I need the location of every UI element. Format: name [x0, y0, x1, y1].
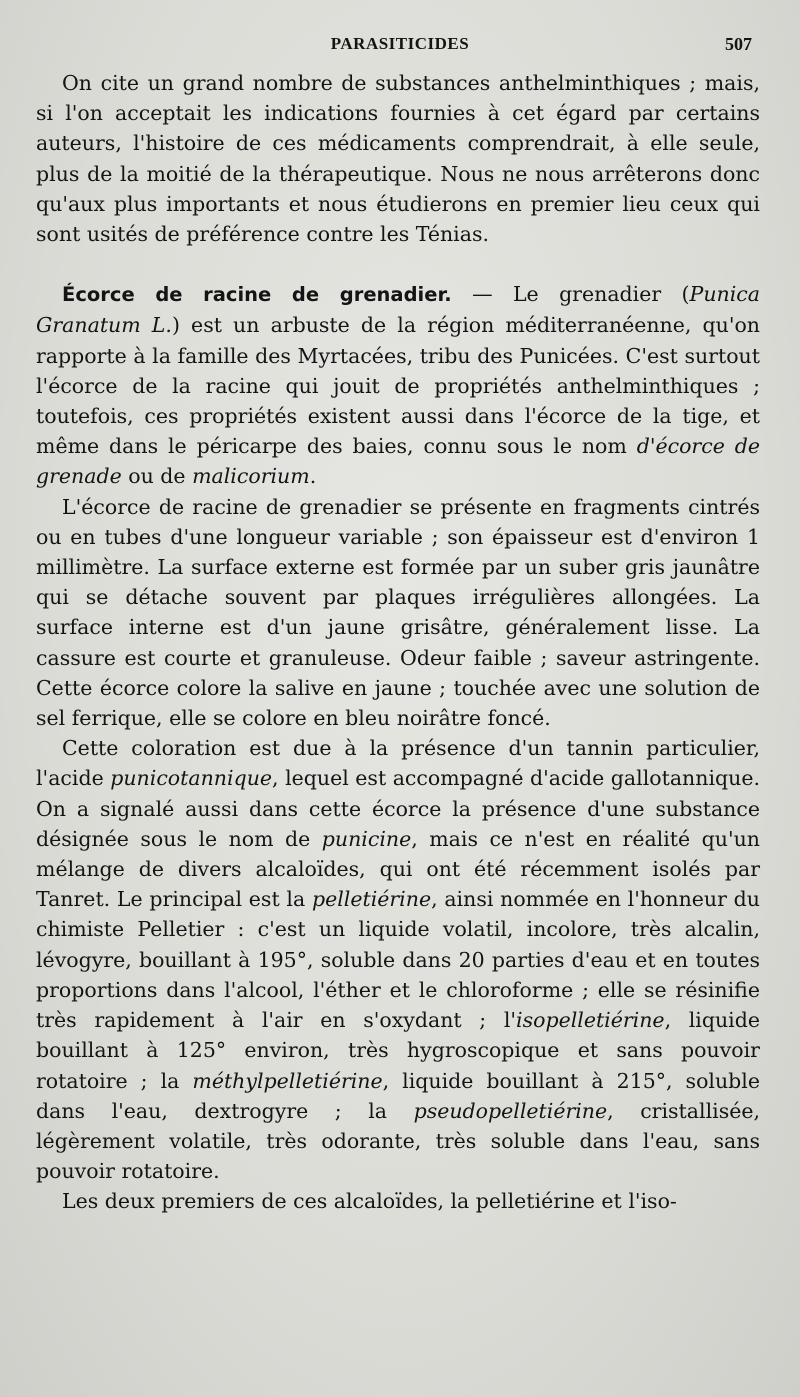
chemistry-paragraph — [36, 733, 760, 1186]
text-run: . — [309, 464, 317, 489]
running-header — [0, 34, 800, 58]
description-paragraph: L'écorce de racine de grenadier se présente en fragments cintrés ou en tubes d'une longueur variable ; son épaisseur est d'environ 1 millimètre. La surface externe est formée par un suber gris jaunâtre qui se détache souvent par plaques irrégulières allongées. La surface interne est d'un jaune grisâtre, généralement lisse. La cassure est courte et granuleuse. Odeur faible ; saveur astringente. Cette écorce colore la salive en jaune ; touchée avec une solution de sel ferrique, elle se colore en bleu noirâtre foncé. — [36, 494, 760, 731]
intro-paragraph: On cite un grand nombre de substances anthelminthiques ; mais, si l'on acceptait les indications fournies à cet égard par certains auteurs, l'histoire de ces médicaments comprendrait, à elle seule, plus de la moitié de la thérapeutique. Nous ne nous arrêterons donc qu'aux plus importants et nous étudierons en premier lieu ceux qui sont usités de préférence contre les Ténias. — [36, 71, 760, 247]
section-paragraph-grenadier — [36, 279, 760, 491]
text-run: , cristallisée, légèrement volatile, très odorante, très soluble dans l'eau, sans pouvoir rotatoire. — [36, 1098, 760, 1184]
italic-term: d'écorce de grenade — [36, 434, 760, 489]
section-heading: Écorce de racine de grenadier. — [62, 283, 452, 307]
body-text — [36, 68, 760, 1217]
italic-term: punicine — [321, 826, 412, 851]
text-run: Cette coloration est due à la présence d'un tannin particulier, l'acide — [36, 736, 760, 791]
italic-term: pseudopelletiérine — [413, 1098, 608, 1123]
page-number: 507 — [725, 34, 752, 54]
text-run: , lequel est accompagné d'acide gallotannique. On a signalé aussi dans cette écorce la présence d'une substance désignée sous le nom de — [36, 766, 760, 851]
text-run: ou de — [121, 464, 193, 489]
latin-name: Punica Granatum L. — [36, 282, 760, 338]
italic-term: punicotannique — [110, 766, 273, 791]
text-run: , liquide bouillant à 125° environ, très hygroscopique et sans pouvoir rotatoire ; la — [36, 1008, 760, 1093]
text-run: , mais ce n'est en réalité qu'un mélange de divers alcaloïdes, qui ont été récemment isolés par Tanret. Le principal est la — [36, 826, 760, 912]
running-title: PARASITICIDES — [330, 34, 470, 53]
text-run: — Le grenadier ( — [451, 282, 690, 307]
italic-term: méthylpelletiérine — [192, 1068, 383, 1093]
closing-paragraph: Les deux premiers de ces alcaloïdes, la pelletiérine et l'iso- — [62, 1189, 677, 1214]
text-run: , ainsi nommée en l'honneur du chimiste Pelletier : c'est un liquide volatil, incolore, très alcalin, lévogyre, bouillant à 195°, soluble dans 20 parties d'eau et en toutes proportions dans l'alcool, l'éther et le chloroforme ; elle se résinifie très rapidement à l'air en s'oxydant ; l' — [36, 887, 760, 1033]
italic-term: isopelletiérine — [516, 1008, 665, 1033]
text-run: ) est un arbuste de la région méditerranéenne, qu'on rapporte à la famille des Myrtacées, tribu des Punicées. C'est surtout l'écorce de la racine qui jouit de propriétés anthelminthiques ; toutefois, ces propriétés existent aussi dans l'écorce de la tige, et même dans le péricarpe des baies, connu sous le nom — [36, 313, 760, 459]
italic-term: malicorium — [192, 464, 310, 489]
italic-term: pelletiérine — [311, 887, 432, 912]
text-run: , liquide bouillant à 215°, soluble dans l'eau, dextrogyre ; la — [36, 1068, 760, 1123]
